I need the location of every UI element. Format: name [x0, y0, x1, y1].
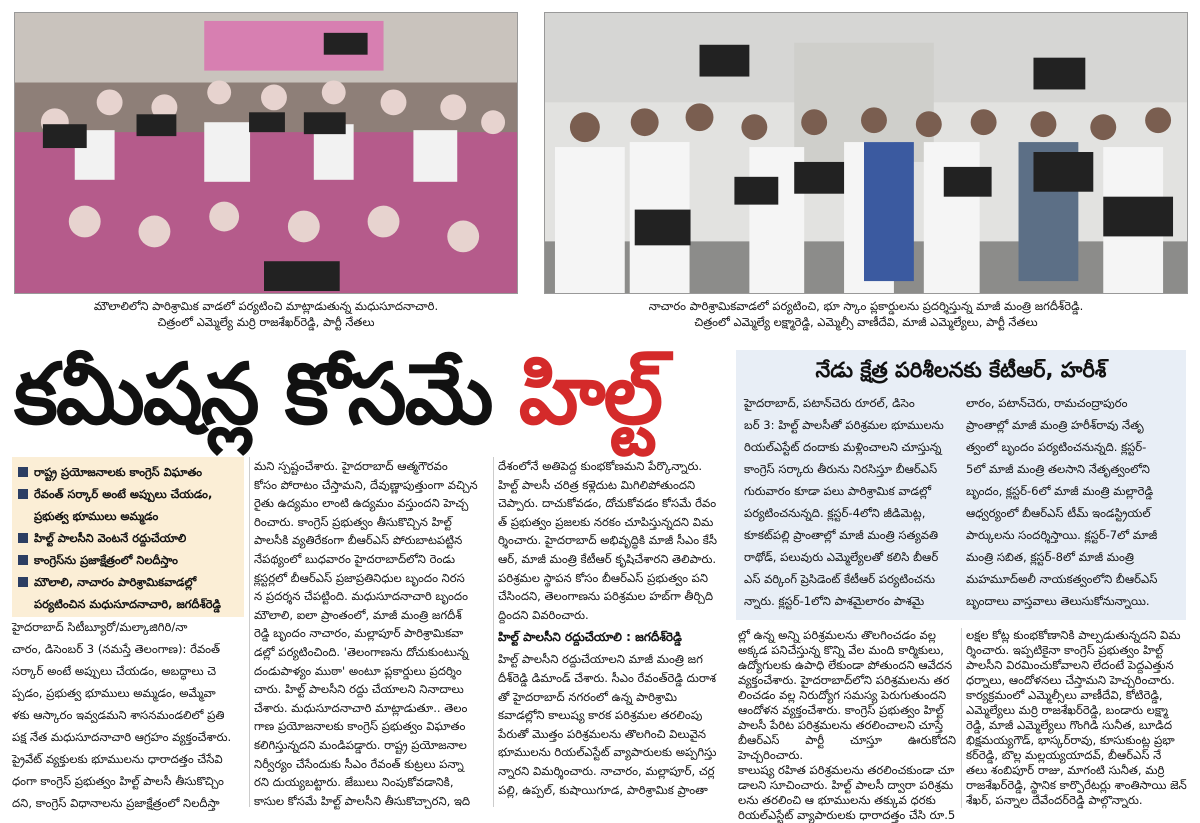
box-column-1: హైదరాబాద్, పటాన్‌చెరు రూరల్, డిసెం బర్ 3: హిల్ట్ పాలసీతో పరిశ్రమల భూములను రియల్‌ఎస్టేట్ దందాకు మళ్లించాలని చూస్తున్న కాంగ్రెస్ సర్కారు తీరును నిరసిస్తూ బీఆర్ఎస్ గురువారం కూడా పలు పారిశ్రామిక వాడల్లో పర్యటించనున్నది. క్లస్టర్-4లోని జీడిమెట్ల, కూకట్‌పల్లి ప్రాంతాల్లో మాజీ మంత్రి సత్యవతి రాథోడ్, పలువురు ఎమ్మెల్యేలతో కలిసి బీఆర్ ఎస్ వర్కింగ్ ప్రెసిడెంట్ కేటీఆర్ పర్యటించను న్నారు. క్లస్టర్-1లోని పాశమైలారం పాశమై — [744, 396, 944, 608]
column-divider — [961, 628, 962, 808]
box-column-2: లారం, పటాన్‌చెరు, రామచంద్రాపురం ప్రాంతాల్లో మాజీ మంత్రి హరీశ్‌రావు నేతృ త్వంలో బృందం పర్యటించనున్నది. క్లస్టర్- 5లో మాజీ మంత్రి తలసాని నేతృత్వంలోని బృందం, క్లస్టర్-6లో మాజీ మంత్రి మల్లారెడ్డి ఆధ్వర్యంలో బీఆర్ఎస్ టీమ్ ఇండస్ట్రియల్ పార్కులను సందర్శిస్తాయి. క్లస్టర్-7లో మాజీ మంత్రి సబిత, క్లస్టర్-8లో మాజీ మంత్రి మహమూద్‌అలీ నాయకత్వంలోని బీఆర్ఎస్ బృందాలు వాస్తవాలు తెలుసుకోనున్నాయి. — [966, 396, 1158, 608]
subheading: హిల్ట్ పాలసీని రద్దుచేయాలి : జగదీశ్‌రెడ్డి — [498, 630, 682, 645]
headline-red: హిల్ట్ — [518, 345, 662, 443]
highlight-item: హిల్ట్ పాలసీని వెంటనే రద్దుచేయాలి — [18, 527, 240, 549]
square-bullet-icon — [18, 577, 28, 587]
highlight-item: రాష్ట్ర ప్రయోజనాలకు కాంగ్రెస్ విఘాతం — [18, 461, 240, 483]
photo-right — [544, 12, 1188, 294]
square-bullet-icon — [18, 533, 28, 543]
sidebar-story-box — [736, 350, 1186, 620]
photo-left — [14, 12, 518, 294]
column-divider — [249, 457, 250, 807]
article-column-4: ల్లో ఉన్న అన్ని పరిశ్రమలను తొలగించడం వల్ల అక్కడ పనిచేస్తున్న కొన్ని వేల మంది కార్మికులు, ఉద్యోగులకు ఉపాధి లేకుండా పోతుందని ఆవేదన వ్యక్తంచేశారు. హైదరాబాద్‌లోని పరిశ్రమలను తర లించడం వల్ల నిరుద్యోగ సమస్య పెరుగుతుందని ఆందోళన వ్యక్తంచేశారు. కాంగ్రెస్ ప్రభుత్వం హిల్ట్ పాలసీ పేరిట పరిశ్రమలను తరలించాలని చూస్తే బీఆర్ఎస్ పార్టీ చూస్తూ ఊరుకోదని హెచ్చరించారు. కాలుష్య రహిత పరిశ్రమలను తరలించకుండా చూ డాలని సూచించారు. హిల్ట్ పాలసీ ద్వారా పరిశ్రమ లను తరలించి ఆ భూములను తక్కువ ధరకు రియల్‌ఎస్టేట్ వ్యాపారులకు ధారాదత్తం చేసి రూ.5 — [738, 628, 956, 822]
square-bullet-icon — [18, 555, 28, 565]
square-bullet-icon — [18, 489, 28, 499]
highlight-item-continued: ప్రభుత్వ భూములు అమ్మడం — [34, 509, 159, 523]
article-column-2: మని స్పష్టంచేశారు. హైదరాబాద్ ఆత్మగౌరవం కోసం పోరాటం చేస్తామని, దేవుణ్ణాపుత్తుంగా వచ్చిన రైతు ఉద్యమం లాంటి ఉద్యమం వస్తుందని హెచ్చ రించారు. కాంగ్రెస్ ప్రభుత్వం తీసుకొచ్చిన హిల్ట్ పాలసీకి వ్యతిరేకంగా బీఆర్ఎస్ పోరుబాటపట్టిన నేపథ్యంలో బుధవారం హైదరాబాద్‌లోని రెండు క్లస్టర్లలో బీఆర్ఎస్ ప్రజాప్రతినిధుల బృందం నిరస న ప్రదర్శన చేపట్టింది. మధుసూదనాచారి బృందం మౌలాలి, ఐలా ప్రాంతంలో, మాజీ మంత్రి జగదీశ్ రెడ్డి బృందం నాచారం, మల్లాపూర్ పారిశ్రామికవా డల్లో పర్యటించింది. 'తెలంగాణను దోచుకుంటున్న దండుపాళ్యం ముఠా' అంటూ ప్లకార్డులు ప్రదర్శిం చారు. హిల్ట్ పాలసీని రద్దు చేయాలని నినాదాలు చేశారు. మధుసూదనాచారి మాట్లాడుతూ.. తెలం గాణ ప్రయోజనాలకు కాంగ్రెస్ ప్రభుత్వం విఘాతం కలిగిస్తున్నదని మండిపడ్డారు. రాష్ట్ర ప్రయోజనాల నిర్వీర్యం చేసేందుకు సీఎం రేవంత్ కుట్రలు పన్నా రని దుయ్యబట్టారు. జేబులు నింపుకోవడానికి, కాసుల కోసమే హిల్ట్ పాలసీని తీసుకొచ్చారని, ఇది — [254, 459, 478, 808]
article-column-1: హైదరాబాద్ సిటీబ్యూరో/మల్కాజిగిరి/నా చారం, డిసెంబర్ 3 (నమస్తే తెలంగాణ): రేవంత్ సర్కార్ అంటే అప్పులు చేయడం, అబద్ధాలు చె ప్పడం, ప్రభుత్వ భూములు అమ్మడం, అమ్మేవా ళకు ఆస్కారం ఇవ్వడమని శాసనమండలిలో ప్రతి పక్ష నేత మధుసూదనాచారి ఆగ్రహం వ్యక్తంచేశారు. ప్రైవేట్ వ్యక్తులకు భూములను ధారాదత్తం చేసేవి ధంగా కాంగ్రెస్ ప్రభుత్వం హిల్ట్ పాలసీ తీసుకొచ్చిం దని, కాంగ్రెస్ విధానాలను ప్రజాక్షేత్రంలో నిలదీస్తా — [12, 620, 232, 810]
headline — [14, 338, 730, 450]
headline-black: కమీషన్ల కోసమే — [14, 345, 519, 443]
highlight-item: రేవంత్ సర్కార్ అంటే అప్పులు చేయడం, — [18, 483, 240, 505]
highlight-item: మౌలాలి, నాచారం పారిశ్రామికవాడల్లో — [18, 571, 240, 593]
photo-right-caption: నాచారం పారిశ్రామికవాడలో పర్యటించి, భూ స్కాం ప్లకార్డులను ప్రదర్శిస్తున్న మాజీ మంత్రి జగదీశ్‌రెడ్డి. చిత్రంలో ఎమ్మెల్యే లక్ష్మారెడ్డి, ఎమ్మెల్సీ వాణీదేవి, మాజీ ఎమ్మెల్యేలు, పార్టీ నేతలు — [648, 299, 1084, 329]
highlights-box — [12, 457, 244, 617]
article-column-5: లక్షల కోట్ల కుంభకోణానికి పాల్పడుతున్నదని విమ ర్శించారు. ఇప్పటికైనా కాంగ్రెస్ ప్రభుత్వం హిల్ట్ పాలసీని విరమించుకోవాలని లేదంటే పెద్దఎత్తున ధర్నాలు, ఆందోళనలు చేస్తామని హెచ్చరించారు. కార్యక్రమంలో ఎమ్మెల్సీలు వాణీదేవి, కోటిరెడ్డి, ఎమ్మెల్యేలు మర్రి రాజశేఖర్‌రెడ్డి, బండారు లక్ష్మా రెడ్డి, మాజీ ఎమ్మెల్యేలు గొంగిడి సునీత, బూడిద భిక్షమయ్యగౌడ్, భాస్కర్‌రావు, కూసుకుంట్ల ప్రభా కర్‌రెడ్డి, బొల్ల మల్లయ్యయాదవ్, బీఆర్ఎస్ నే తలు శంబిపూర్ రాజు, మాగంటి సునీత, మర్రి రాజశేఖర్‌రెడ్డి, స్థానిక కార్పొరేటర్లు శాంతిసాయి జెన్ శేఖర్, పన్నాల దేవేందర్‌రెడ్డి పాల్గొన్నారు. — [966, 628, 1187, 807]
box-title: నేడు క్షేత్ర పరిశీలనకు కేటీఆర్, హరీశ్ — [815, 358, 1107, 382]
photo-left-caption: మౌలాలిలోని పారిశ్రామిక వాడలో పర్యటించి మాట్లాడుతున్న మధుసూదనాచారి. చిత్రంలో ఎమ్మెల్యే మర్రి రాజశేఖర్‌రెడ్డి, పార్టీ నేతలు — [93, 299, 439, 329]
column-divider — [493, 457, 494, 807]
square-bullet-icon — [18, 467, 28, 477]
highlight-item-continued: పర్యటించిన మధుసూదనాచారి, జగదీశ్‌రెడ్డి — [34, 597, 221, 611]
highlight-item: కాంగ్రెస్‌ను ప్రజాక్షేత్రంలో నిలదీస్తాం — [18, 549, 240, 571]
article-column-3: దేశంలోనే అతిపెద్ద కుంభకోణమని పేర్కొన్నారు. హిల్ట్ పాలసీ చరిత్ర కళ్లెదుట మిగిలిపోతుందని చెప్పారు. దాచుకోవడం, దోచుకోవడం కోసమే రేవం త్ ప్రభుత్వం ప్రజలకు నరకం చూపిస్తున్నదని విమ ర్శించారు. హైదరాబాద్ అభివృద్ధికి మాజీ సీఎం కేసీ ఆర్, మాజీ మంత్రి కేటీఆర్ కృషిచేశారని తెలిపారు. పరిశ్రమల స్థాపన కోసం బీఆర్ఎస్ ప్రభుత్వం పని చేసిందని, తెలంగాణను పరిశ్రమల హబ్‌గా తీర్చిది ద్దిందని వివరించారు. హిల్ట్ పాలసీని రద్దుచేయాలి : జగదీశ్‌రెడ్డి హిల్ట్ పాలసీని రద్దుచేయాలని మాజీ మంత్రి జగ దీశ్‌రెడ్డి డిమాండ్ చేశారు. సీఎం రేవంత్‌రెడ్డి దురాశ తో హైదరాబాద్ నగరంలో ఉన్న పారిశ్రామి కవాడల్లోని కాలుష్య కారక పరిశ్రమల తరలింపు పేరుతో మొత్తం పరిశ్రమలను తొలగించి విలువైన భూములను రియల్‌ఎస్టేట్ వ్యాపారులకు అప్పగిస్తు న్నారని విమర్శించారు. నాచారం, మల్లాపూర్, చర్ల పల్లి, ఉప్పల్, కుషాయిగూడ, పారిశ్రామిక ప్రాంతా — [498, 457, 730, 810]
